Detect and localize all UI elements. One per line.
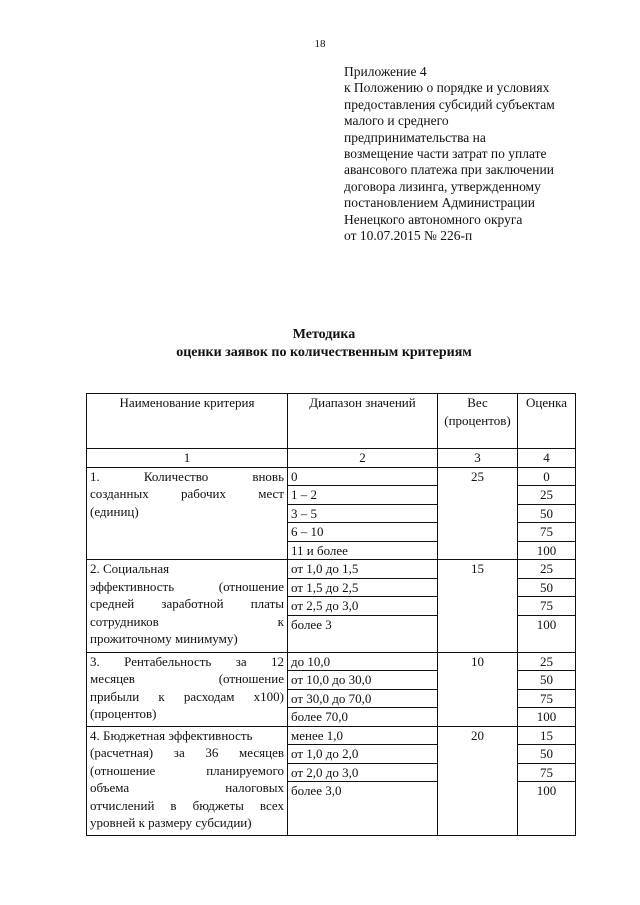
criterion-cell: 1. Количество вновь созданных рабочих мест (единиц): [87, 467, 288, 560]
weight-cell: 10: [438, 652, 518, 726]
title-line-1: Методика: [292, 327, 356, 342]
range-cell: 6 – 10: [288, 523, 438, 542]
appendix-line: постановлением Администрации: [344, 195, 535, 211]
page-number: 18: [314, 38, 326, 50]
column-number-row: [87, 449, 576, 468]
score-cell: 15: [518, 726, 576, 745]
appendix-line: авансового платежа при заключении: [344, 162, 554, 178]
weight-cell: 25: [438, 467, 518, 560]
document-title: [0, 326, 640, 362]
appendix-line: договора лизинга, утвержденному: [344, 178, 541, 194]
score-cell: 25: [518, 560, 576, 579]
table-row: [87, 726, 576, 745]
score-cell: 0: [518, 467, 576, 486]
score-cell: 75: [518, 523, 576, 542]
appendix-line: предпринимательства на: [344, 129, 486, 145]
appendix-line: предоставления субсидий субъектам: [344, 96, 555, 112]
title-line-2: оценки заявок по количественным критериям: [176, 345, 472, 360]
header-criterion: Наименование критерия: [87, 394, 288, 449]
score-cell: 50: [518, 745, 576, 764]
appendix-header: [344, 64, 614, 244]
range-cell: более 3: [288, 615, 438, 652]
appendix-line: Ненецкого автономного округа: [344, 211, 523, 227]
score-cell: 50: [518, 671, 576, 690]
column-number: 3: [438, 449, 518, 468]
range-cell: менее 1,0: [288, 726, 438, 745]
table-header-row: [87, 394, 576, 449]
header-range: Диапазон значений: [288, 394, 438, 449]
score-cell: 75: [518, 763, 576, 782]
range-cell: до 10,0: [288, 652, 438, 671]
table-row: [87, 560, 576, 579]
score-cell: 100: [518, 782, 576, 836]
table-row: [87, 467, 576, 486]
range-cell: 0: [288, 467, 438, 486]
appendix-line: возмещение части затрат по уплате: [344, 146, 547, 162]
range-cell: от 2,5 до 3,0: [288, 597, 438, 616]
appendix-line: к Положению о порядке и условиях: [344, 80, 550, 96]
range-cell: от 10,0 до 30,0: [288, 671, 438, 690]
range-cell: от 2,0 до 3,0: [288, 763, 438, 782]
weight-cell: 15: [438, 560, 518, 653]
column-number: 1: [87, 449, 288, 468]
range-cell: более 3,0: [288, 782, 438, 836]
column-number: 2: [288, 449, 438, 468]
header-weight: Вес (процентов): [438, 394, 518, 449]
score-cell: 25: [518, 652, 576, 671]
weight-cell: 20: [438, 726, 518, 836]
column-number: 4: [518, 449, 576, 468]
appendix-line: малого и среднего: [344, 113, 449, 129]
header-score: Оценка: [518, 394, 576, 449]
criterion-cell: 3. Рентабельность за 12 месяцев (отношение прибыли к расходам х100) (процентов): [87, 652, 288, 726]
score-cell: 75: [518, 689, 576, 708]
criterion-cell: 4. Бюджетная эффективность (расчетная) за 36 месяцев (отношение планируемого объема налоговых отчислений в бюджеты всех уровней к размеру субсидии): [87, 726, 288, 836]
range-cell: 1 – 2: [288, 486, 438, 505]
appendix-line: от 10.07.2015 № 226-п: [344, 228, 473, 244]
range-cell: 11 и более: [288, 541, 438, 560]
score-cell: 100: [518, 615, 576, 652]
table-row: [87, 652, 576, 671]
score-cell: 100: [518, 541, 576, 560]
score-cell: 50: [518, 578, 576, 597]
appendix-line: Приложение 4: [344, 64, 427, 79]
range-cell: от 1,5 до 2,5: [288, 578, 438, 597]
score-cell: 25: [518, 486, 576, 505]
criterion-cell: 2. Социальная эффективность (отношение средней заработной платы сотрудников к прожиточному минимуму): [87, 560, 288, 653]
score-cell: 100: [518, 708, 576, 727]
criteria-table: [86, 393, 576, 836]
range-cell: от 30,0 до 70,0: [288, 689, 438, 708]
range-cell: 3 – 5: [288, 504, 438, 523]
range-cell: более 70,0: [288, 708, 438, 727]
range-cell: от 1,0 до 2,0: [288, 745, 438, 764]
score-cell: 50: [518, 504, 576, 523]
range-cell: от 1,0 до 1,5: [288, 560, 438, 579]
score-cell: 75: [518, 597, 576, 616]
